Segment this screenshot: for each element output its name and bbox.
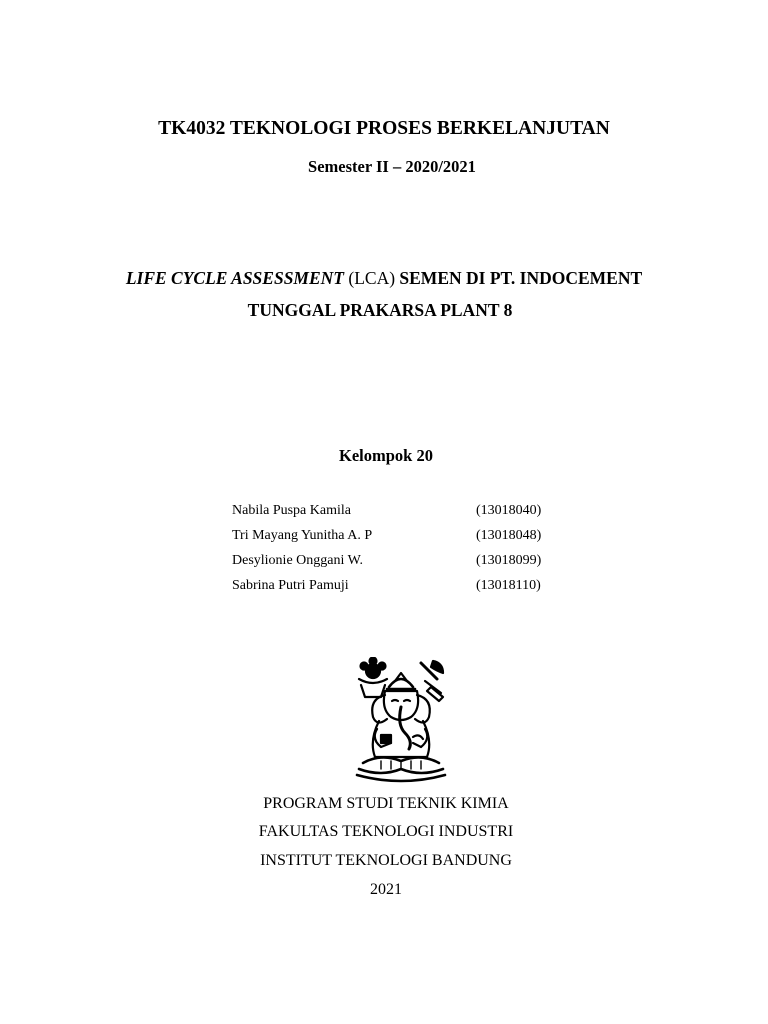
member-row [232, 503, 562, 528]
report-title-line-1 [0, 268, 768, 289]
report-title-italic: LIFE CYCLE ASSESSMENT [125, 268, 344, 288]
member-name: Tri Mayang Yunitha A. P [232, 528, 373, 543]
member-nim: (13018048) [476, 528, 542, 543]
member-nim: (13018110) [476, 578, 541, 593]
itb-ganesha-logo-icon [351, 657, 451, 785]
member-row [232, 553, 562, 578]
member-name: Sabrina Putri Pamuji [232, 578, 349, 593]
semester-label: Semester II – 2020/2021 [308, 157, 476, 176]
member-name: Desylionie Onggani W. [232, 553, 364, 568]
faculty-label: FAKULTAS TEKNOLOGI INDUSTRI [258, 823, 514, 840]
member-row [232, 578, 562, 603]
year-label: 2021 [370, 881, 402, 898]
report-title-abbrev: (LCA) [344, 268, 400, 288]
university-label: INSTITUT TEKNOLOGI BANDUNG [260, 852, 512, 869]
member-row [232, 528, 562, 553]
report-title-rest: SEMEN DI PT. INDOCEMENT [399, 268, 643, 288]
member-list [232, 503, 562, 603]
group-label: Kelompok 20 [339, 446, 433, 465]
member-nim: (13018099) [476, 553, 542, 568]
program-label: PROGRAM STUDI TEKNIK KIMIA [263, 795, 509, 812]
member-name: Nabila Puspa Kamila [232, 503, 351, 518]
member-nim: (13018040) [476, 503, 542, 518]
course-title: TK4032 TEKNOLOGI PROSES BERKELANJUTAN [158, 118, 610, 139]
report-title-line-2: TUNGGAL PRAKARSA PLANT 8 [247, 300, 513, 320]
